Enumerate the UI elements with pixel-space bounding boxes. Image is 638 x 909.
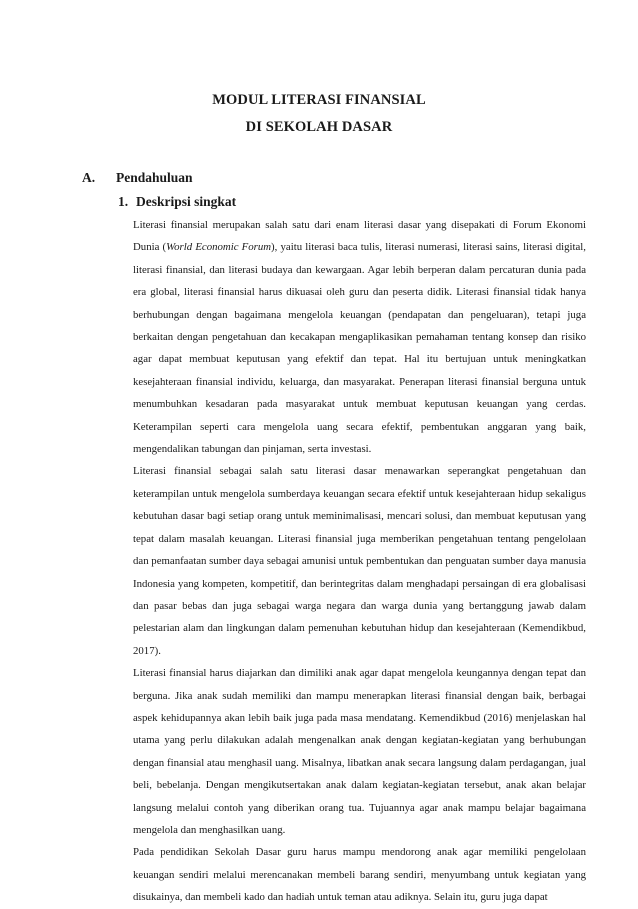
paragraph-2: Literasi finansial sebagai salah satu literasi dasar menawarkan seperangkat pengetahuan dan keterampilan untuk mengelola sumberdaya keuangan secara efektif untuk kesejahteraan hidup sekaligus kebutuhan dasar bagi setiap orang untuk meminimalisasi, mencari solusi, dan membuat keputusan yang tepat dalam masalah keuangan. Literasi finansial juga memberikan pengetahuan tentang pengelolaan dan pemanfaatan sumber daya sebagai amunisi untuk pembentukan dan penguatan sumber daya manusia Indonesia yang kompeten, kompetitif, dan berintegritas dalam menghadapi persaingan di era globalisasi dan pasar bebas dan juga sebagai warga negara dan warga dunia yang bertanggung jawab dalam pelestarian alam dan lingkungan dalam pemenuhan kebutuhan hidup dan kesejahteraan (Kemendikbud, 2017).: [133, 465, 586, 657]
document-title-line-1: MODUL LITERASI FINANSIAL: [212, 92, 426, 108]
subsection-heading-1: [118, 194, 236, 210]
subsection-title: Deskripsi singkat: [136, 194, 237, 209]
paragraph-1-text-a: Literasi finansial merupakan salah satu dari enam literasi dasar yang disepakati di Forum Ekonomi Dunia (: [133, 219, 586, 254]
paragraph-1-italic-term: World Economic Forum: [166, 241, 272, 254]
section-title: Pendahuluan: [116, 170, 193, 185]
subsection-marker: 1.: [118, 194, 129, 209]
paragraph-1-text-b: ), yaitu literasi baca tulis, literasi numerasi, literasi sains, literasi digital, literasi finansial, dan literasi budaya dan kewargaan. Agar lebih berperan dalam percaturan dunia pada era global, literasi finansial harus dikuasai oleh guru dan peserta didik. Literasi finansial tidak hanya berhubungan dengan bagaimana mengelola keuangan (pendapatan dan pengeluaran), tetapi juga berkaitan dengan pengetahuan dan kecakapan mengaplikasikan pemahaman tentang konsep dan risiko agar dapat membuat keputusan yang efektif dan tepat. Hal itu bertujuan untuk meningkatkan kesejahteraan finansial individu, keluarga, dan masyarakat. Penerapan literasi finansial berguna untuk menumbuhkan kesadaran pada masyarakat untuk membuat keputusan keuangan yang cerdas. Keterampilan seperti cara mengelola uang secara efektif, pembentukan anggaran yang baik, mengendalikan tabungan dan pinjaman, serta investasi.: [133, 241, 587, 456]
paragraph-4: Pada pendidikan Sekolah Dasar guru harus mampu mendorong anak agar memiliki pengelolaan keuangan sendiri melalui merencanakan membeli barang sendiri, menyumbang untuk kegiatan yang disukainya, dan membeli kado dan hadiah untuk teman atau adiknya. Selain itu, guru juga dapat: [133, 846, 586, 904]
paragraph-3: Literasi finansial harus diajarkan dan dimiliki anak agar dapat mengelola keungannya dengan tepat dan berguna. Jika anak sudah memiliki dan mampu menerapkan literasi finansial dengan baik, berbagai aspek kehidupannya akan lebih baik juga pada masa mendatang. Kemendikbud (2016) menjelaskan hal utama yang perlu dilakukan adalah mengenalkan anak dengan kegiatan-kegiatan yang berhubungan dengan finansial atau menghasil uang. Misalnya, libatkan anak secara langsung dalam perdagangan, jual beli, bebelanja. Dengan mengikutsertakan anak dalam kegiatan-kegiatan tersebut, anak akan belajar langsung melalui contoh yang diberikan orang tua. Tujuannya agar anak mampu belajar bagaimana mengelola dan menghasilkan uang.: [133, 667, 586, 836]
paragraph-1: [133, 214, 586, 460]
section-marker: A.: [82, 170, 96, 185]
body-text: [133, 214, 586, 909]
section-heading-a: [82, 170, 193, 186]
document-title-line-2: DI SEKOLAH DASAR: [245, 119, 393, 135]
